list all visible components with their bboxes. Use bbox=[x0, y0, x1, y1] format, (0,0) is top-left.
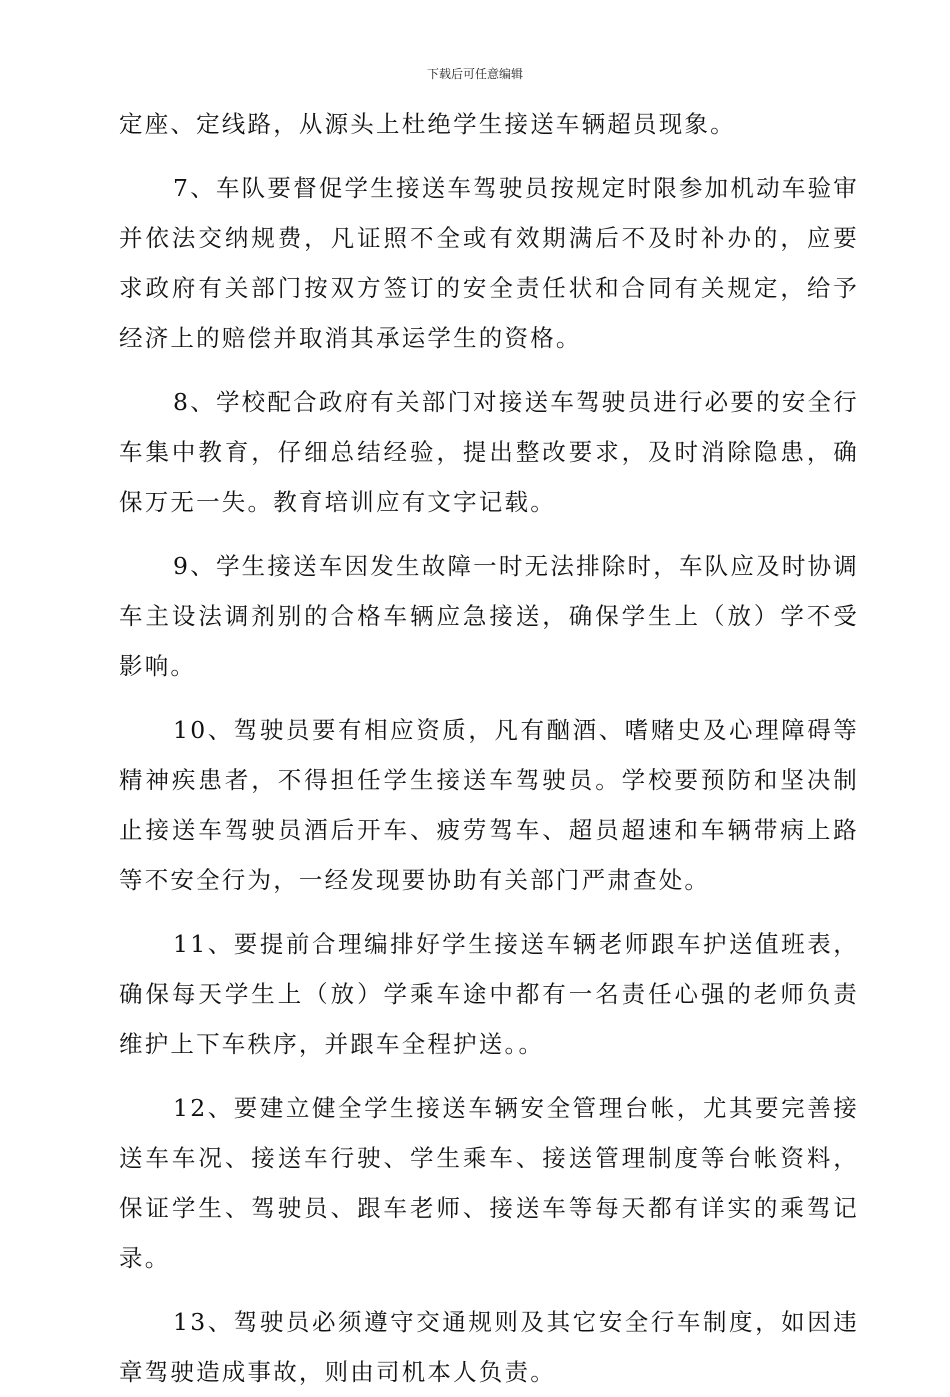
paragraph-item-7: 7、车队要督促学生接送车驾驶员按规定时限参加机动车验审并依法交纳规费，凡证照不全或有效期满后不及时补办的，应要求政府有关部门按双方签订的安全责任状和合同有关规定，给予经济上的赔偿并取消其承运学生的资格。 bbox=[119, 174, 859, 352]
paragraph-item-8: 8、学校配合政府有关部门对接送车驾驶员进行必要的安全行车集中教育，仔细总结经验，提出整改要求，及时消除隐患，确保万无一失。教育培训应有文字记载。 bbox=[119, 388, 859, 516]
paragraph-item-12: 12、要建立健全学生接送车辆安全管理台帐，尤其要完善接送车车况、接送车行驶、学生乘车、接送管理制度等台帐资料，保证学生、驾驶员、跟车老师、接送车等每天都有详实的乘驾记录。 bbox=[119, 1094, 859, 1272]
paragraph-item-9: 9、学生接送车因发生故障一时无法排除时，车队应及时协调车主设法调剂别的合格车辆应急接送，确保学生上（放）学不受影响。 bbox=[119, 552, 859, 680]
paragraph-item-13: 13、驾驶员必须遵守交通规则及其它安全行车制度，如因违章驾驶造成事故，则由司机本人负责。 bbox=[119, 1308, 859, 1386]
document-body bbox=[119, 99, 859, 1397]
paragraph-item-11: 11、要提前合理编排好学生接送车辆老师跟车护送值班表，确保每天学生上（放）学乘车途中都有一名责任心强的老师负责维护上下车秩序，并跟车全程护送。。 bbox=[119, 930, 859, 1058]
paragraph-continuation: 定座、定线路，从源头上杜绝学生接送车辆超员现象。 bbox=[119, 110, 736, 138]
page-header: 下载后可任意编辑 bbox=[426, 67, 523, 81]
paragraph-item-10: 10、驾驶员要有相应资质，凡有酗酒、嗜赌史及心理障碍等精神疾患者，不得担任学生接送车驾驶员。学校要预防和坚决制止接送车驾驶员酒后开车、疲劳驾车、超员超速和车辆带病上路等不安全行为，一经发现要协助有关部门严肃查处。 bbox=[119, 716, 859, 894]
